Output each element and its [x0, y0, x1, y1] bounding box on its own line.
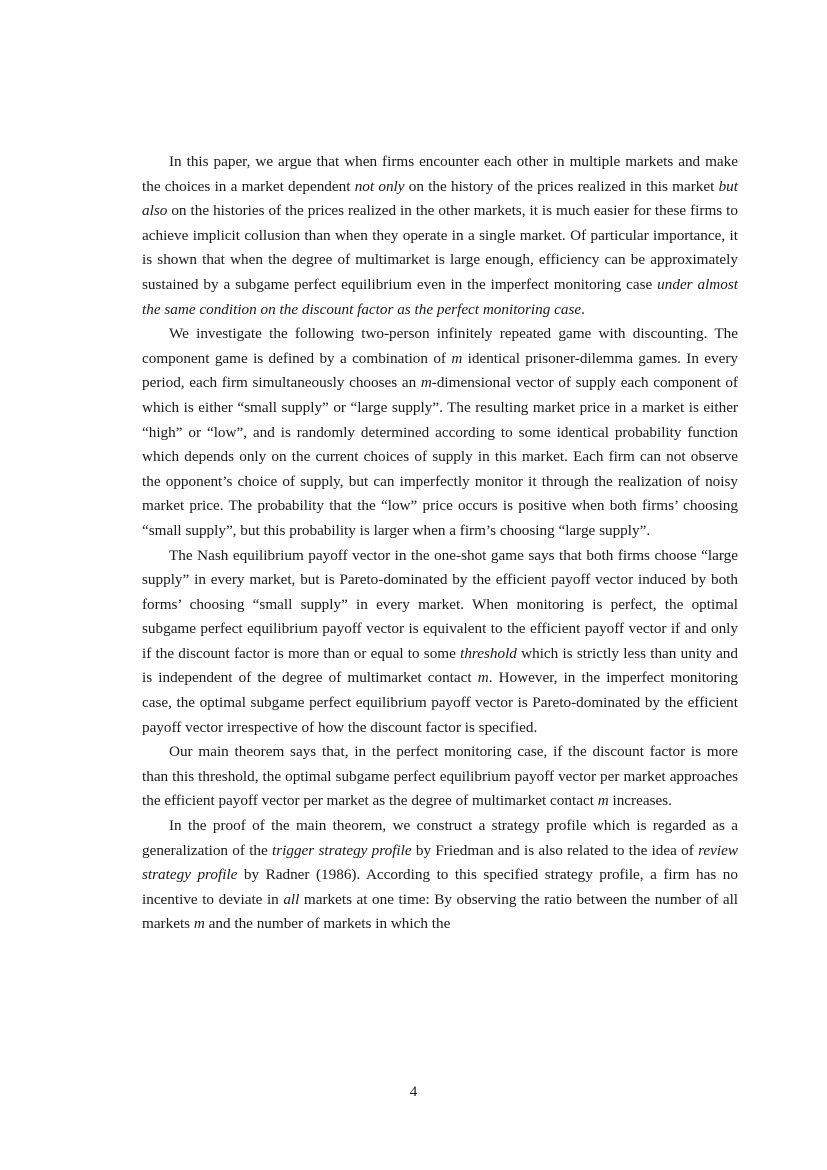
paragraph-3 [142, 544, 738, 741]
italic-text-segment: m [477, 669, 489, 687]
italic-text-segment: under almost the same condition on the discount factor as the perfect monitoring case [142, 275, 738, 318]
text-segment: by Friedman and is also related to the idea of [411, 841, 699, 859]
italic-text-segment: all [283, 890, 300, 908]
text-segment: increases. [608, 792, 672, 810]
text-segment: which is strictly less than unity and is independent of the degree of multimarket contact [142, 644, 738, 687]
text-segment: . [581, 300, 585, 318]
italic-text-segment: trigger strategy profile [272, 841, 412, 859]
italic-text-segment: not only [354, 177, 405, 195]
italic-text-segment: review strategy profile [142, 841, 738, 884]
italic-text-segment: threshold [460, 644, 517, 662]
text-segment: We investigate the following two-person infinitely repeated game with discounting. The component game is defined by a combination of [142, 325, 738, 367]
text-segment: markets at one time: By observing the ratio between the number of all markets [142, 890, 739, 933]
text-segment: on the history of the prices realized in this market [404, 177, 719, 195]
italic-text-segment: m [597, 792, 609, 810]
italic-text-segment: m [193, 915, 205, 933]
body-text [142, 150, 738, 937]
text-segment: Our main theorem says that, in the perfect monitoring case, if the discount factor is more than this threshold, the optimal subgame perfect equilibrium payoff vector per market approaches the efficient payoff vector per market as the degree of multimarket contact [142, 743, 738, 810]
italic-text-segment: but also [142, 177, 738, 220]
text-segment: on the histories of the prices realized in the other markets, it is much easier for these firms to achieve implicit collusion than when they operate in a single market. Of particular importance, it is shown that when the degree of multimarket is large enough, efficiency can be approximately sustained by a subgame perfect equilibrium even in the imperfect monitoring case [142, 202, 738, 293]
italic-text-segment: m [420, 374, 432, 392]
text-segment: In the proof of the main theorem, we construct a strategy profile which is regarded as a generalization of the [142, 817, 738, 859]
page-number: 4 [409, 1084, 418, 1100]
paragraph-2 [142, 322, 738, 543]
text-segment: In this paper, we argue that when firms encounter each other in multiple markets and make the choices in a market dependent [142, 153, 738, 195]
text-segment: . However, in the imperfect monitoring case, the optimal subgame perfect equilibrium payoff vector is Pareto-dominated by the efficient payoff vector irrespective of how the discount factor is specified. [142, 669, 739, 736]
text-segment: -dimensional vector of supply each component of which is either “small supply” or “large supply”. The resulting market price in a market is either “high” or “low”, and is randomly determined according to some identical probability function which depends only on the current choices of supply in this market. Each firm can not observe the opponent’s choice of supply, but can imperfectly monitor it through the realization of noisy market price. The probability that the “low” price occurs is positive when both firms’ choosing “small supply”, but this probability is larger when a firm’s choosing “large supply”. [142, 374, 738, 539]
text-segment: identical prisoner-dilemma games. In every period, each firm simultaneously chooses an [142, 349, 738, 392]
paragraph-4 [142, 740, 738, 814]
text-segment: The Nash equilibrium payoff vector in the one-shot game says that both firms choose “large supply” in every market, but is Pareto-dominated by the efficient payoff vector induced by both forms’ choosing “small supply” in every market. When monitoring is perfect, the optimal subgame perfect equilibrium payoff vector is equivalent to the efficient payoff vector if and only if the discount factor is more than or equal to some [142, 546, 738, 662]
paragraph-5 [142, 814, 738, 937]
text-segment: and the number of markets in which the [204, 915, 451, 933]
text-segment: by Radner (1986). According to this specified strategy profile, a firm has no incentive to deviate in [142, 866, 738, 908]
paragraph-1 [142, 150, 738, 322]
italic-text-segment: m [451, 349, 463, 367]
